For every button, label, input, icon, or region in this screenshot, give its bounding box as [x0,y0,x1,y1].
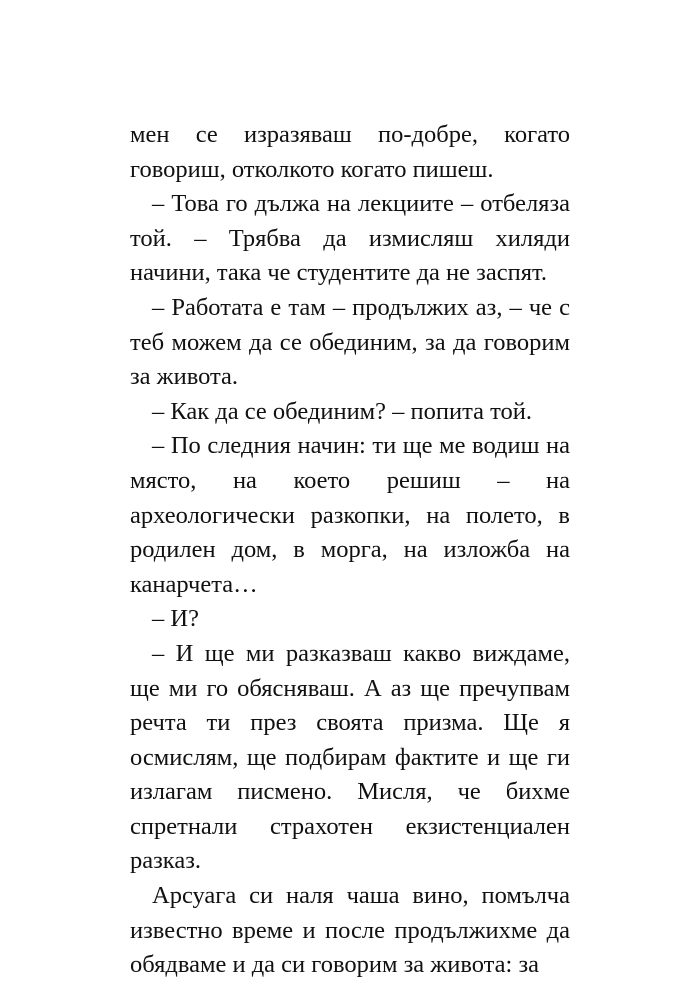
paragraph-dialogue-4: – По следния начин: ти ще ме водиш на място, на което решиш – на археологически разкопки, на полето, в родилен дом, в морга, на изложба на канарчета… [130,432,570,598]
paragraph-dialogue-3: – Как да се обединим? – попита той. [152,397,533,425]
paragraph-dialogue-5: – И? [152,605,199,633]
paragraph-dialogue-6: – И ще ми разказваш какво виждаме, ще ми го обясняваш. А аз ще пречупвам речта ти през своята призма. Ще я осмислям, ще подбирам фактите и ще ги излагам писмено. Мисля, че бихме спретнали страхотен екзистенциален разказ. [130,639,570,875]
paragraph-narration: Арсуага си наля чаша вино, помълча известно време и после продължихме да обядваме и да си говорим за живота: за [130,882,570,979]
paragraph-dialogue-1: – Това го дължа на лекциите – отбеляза той. – Трябва да измисляш хиляди начини, така че студентите да не заспят. [130,190,570,287]
page-text [130,118,570,983]
paragraph-dialogue-2: – Работата е там – продължих аз, – че с теб можем да се обединим, за да говорим за живота. [130,293,570,391]
paragraph-continuation: мен се изразяваш по-добре, когато говориш, отколкото когато пишеш. [130,121,570,183]
